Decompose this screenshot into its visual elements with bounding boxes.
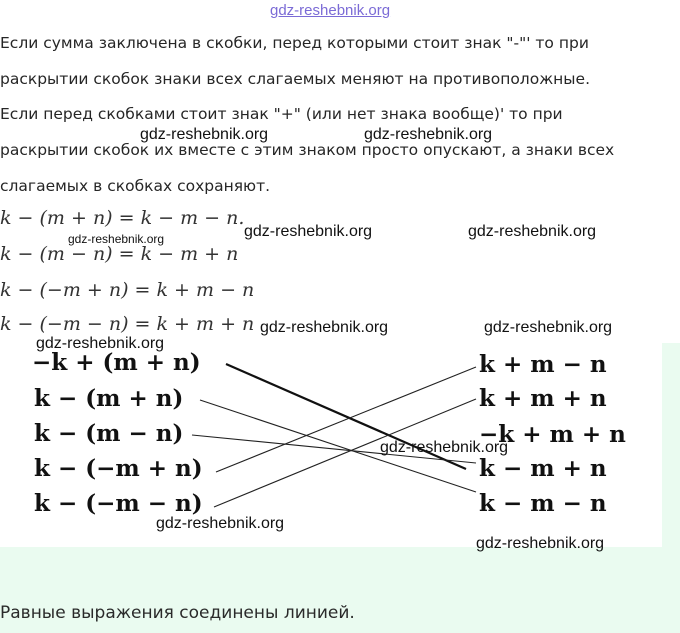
watermark: gdz-reshebnik.org (468, 223, 597, 240)
watermark: gdz-reshebnik.org (476, 535, 605, 552)
formula-1: k − (m + n) = k − m − n. (0, 207, 245, 229)
watermark: gdz-reshebnik.org (380, 439, 509, 456)
rule-text-line-5: слагаемых в скобках сохраняют. (0, 177, 271, 195)
right-expr-5: k − m − n (479, 490, 607, 517)
watermark: gdz-reshebnik.org (36, 335, 165, 352)
watermark: gdz-reshebnik.org (484, 319, 613, 336)
matching-diagram (0, 343, 662, 547)
left-expr-1: −k + (m + n) (32, 349, 201, 376)
watermark: gdz-reshebnik.org (260, 319, 389, 336)
watermark: gdz-reshebnik.org (68, 232, 165, 246)
rule-text-line-2: раскрытии скобок знаки всех слагаемых меняют на противоположные. (0, 70, 590, 88)
left-expr-2: k − (m + n) (34, 385, 184, 412)
left-expr-5: k − (−m − n) (34, 490, 203, 517)
right-expr-4: k − m + n (479, 455, 607, 482)
formula-4: k − (−m − n) = k + m + n (0, 313, 255, 335)
right-expr-1: k + m − n (479, 351, 607, 378)
watermark: gdz-reshebnik.org (156, 515, 285, 532)
formula-3: k − (−m + n) = k + m − n (0, 279, 255, 301)
site-logo-link[interactable]: gdz-reshebnik.org (270, 2, 391, 19)
rule-text-line-3: Если перед скобками стоит знак "+" (или нет знака вообще)' то при (0, 105, 563, 123)
right-expr-3: −k + m + n (479, 421, 626, 448)
rule-text-line-1: Если сумма заключена в скобки, перед которыми стоит знак "-"' то при (0, 34, 589, 52)
left-expr-3: k − (m − n) (34, 420, 184, 447)
watermark: gdz-reshebnik.org (244, 223, 373, 240)
watermark: gdz-reshebnik.org (364, 126, 493, 143)
right-expr-2: k + m + n (479, 385, 607, 412)
left-expr-4: k − (−m + n) (34, 455, 203, 482)
answer-caption: Равные выражения соединены линией. (0, 603, 355, 623)
rule-text-line-4: раскрытии скобок их вместе с этим знаком просто опускают, а знаки всех (0, 141, 615, 159)
formula-2: k − (m − n) = k − m + n (0, 243, 239, 265)
watermark: gdz-reshebnik.org (140, 126, 269, 143)
